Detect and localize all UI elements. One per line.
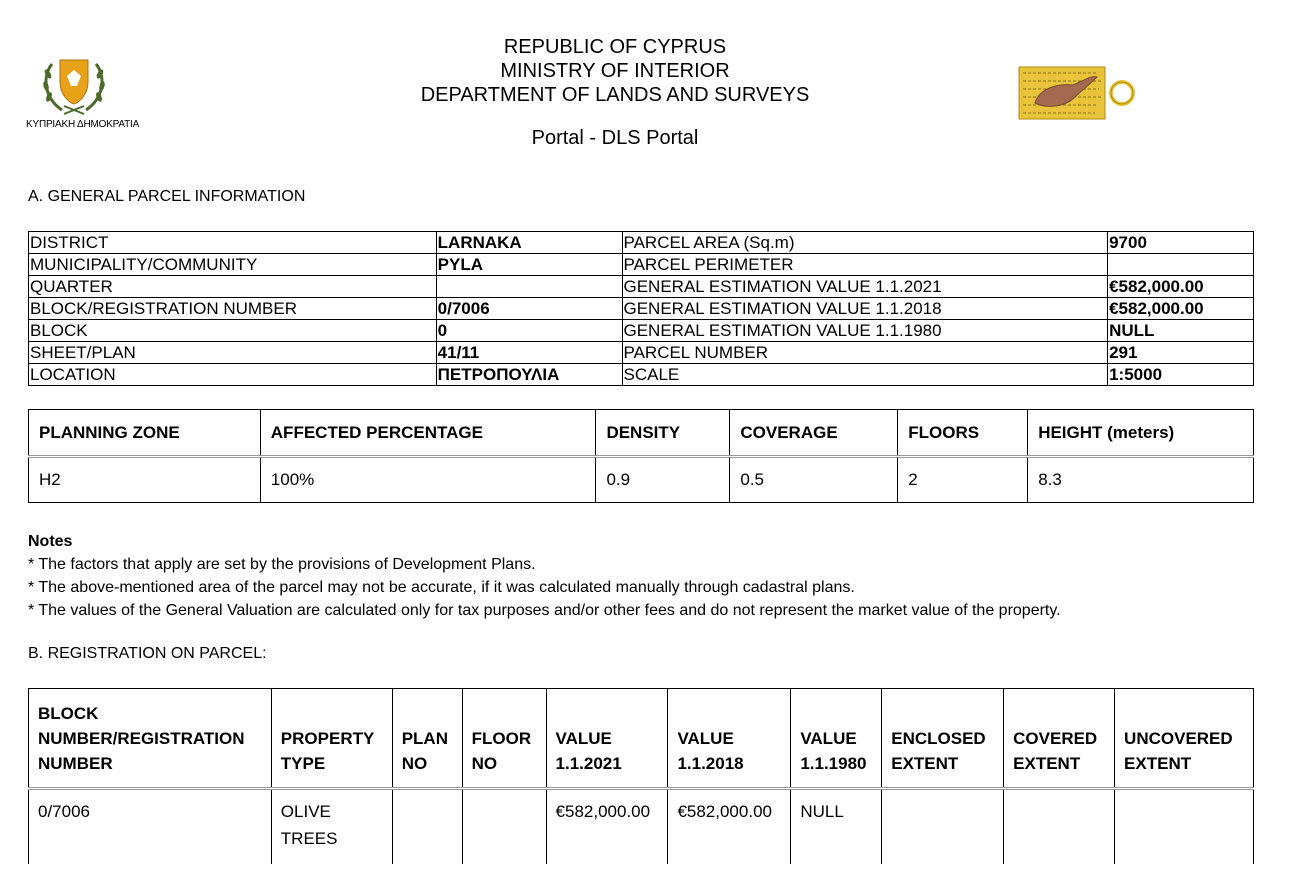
column-header [546, 689, 668, 789]
cell-line: OLIVE [280, 802, 331, 821]
header-line: UNCOVERED [1124, 729, 1233, 748]
header-line: NUMBER [38, 754, 113, 773]
header-line: EXTENT [1013, 754, 1081, 773]
table-row [29, 320, 1254, 342]
section-b-title: B. REGISTRATION ON PARCEL: [28, 645, 267, 662]
table-cell [1004, 789, 1115, 864]
header-line: TYPE [280, 754, 326, 773]
info-label: GENERAL ESTIMATION VALUE 1.1.2021 [622, 276, 1108, 298]
info-value: LARNAKA [436, 232, 622, 254]
header-line-department: DEPARTMENT OF LANDS AND SURVEYS [420, 84, 810, 106]
header-line: VALUE [800, 729, 857, 748]
table-cell [392, 789, 462, 864]
info-label: GENERAL ESTIMATION VALUE 1.1.1980 [622, 320, 1108, 342]
table-header-row [29, 410, 1254, 457]
info-value: ΠΕΤΡΟΠΟΥΛΙΑ [436, 364, 622, 386]
portal-title: Portal - DLS Portal [531, 127, 699, 149]
info-value [1108, 254, 1254, 276]
table-row [29, 254, 1254, 276]
header-line: VALUE [677, 729, 734, 748]
info-value: NULL [1108, 320, 1254, 342]
header-line: 1.1.2018 [677, 754, 744, 773]
coat-of-arms-label: ΚΥΠΡΙΑΚΗ ΔΗΜΟΚΡΑΤΙΑ [26, 119, 140, 130]
column-header [1115, 689, 1254, 789]
note-item: * The above-mentioned area of the parcel may not be accurate, if it was calculated manually through cadastral plans. [28, 579, 855, 596]
table-header-row [29, 689, 1254, 789]
info-value: 9700 [1108, 232, 1254, 254]
header-line: NO [471, 754, 498, 773]
table-cell: 100% [260, 457, 596, 503]
info-label: MUNICIPALITY/COMMUNITY [29, 254, 437, 276]
table-row [29, 232, 1254, 254]
table-cell: €582,000.00 [668, 789, 791, 864]
cell-line: TREES [280, 829, 338, 848]
header-line: VALUE [555, 729, 612, 748]
table-cell: 0.5 [730, 457, 898, 503]
info-label: QUARTER [29, 276, 437, 298]
header-line: BLOCK [38, 704, 99, 723]
note-item: * The values of the General Valuation are calculated only for tax purposes and/or other fees and do not represent the market value of the property. [28, 602, 1061, 619]
info-value: PYLA [436, 254, 622, 276]
table-row [29, 298, 1254, 320]
header-line: PROPERTY [280, 729, 375, 748]
info-value: 41/11 [436, 342, 622, 364]
notes-block [28, 530, 1061, 622]
info-label: DISTRICT [29, 232, 437, 254]
table-cell: 2 [898, 457, 1028, 503]
section-a-title: A. GENERAL PARCEL INFORMATION [28, 188, 306, 205]
header-line-republic: REPUBLIC OF CYPRUS [503, 36, 727, 58]
column-header: COVERAGE [730, 410, 898, 457]
column-header: AFFECTED PERCENTAGE [260, 410, 596, 457]
header-line: 1.1.1980 [800, 754, 867, 773]
general-parcel-info-table [28, 231, 1254, 386]
header-line: 1.1.2021 [555, 754, 622, 773]
info-label: BLOCK/REGISTRATION NUMBER [29, 298, 437, 320]
registration-table [28, 688, 1254, 864]
note-item: * The factors that apply are set by the provisions of Development Plans. [28, 556, 536, 573]
header-line: NUMBER/REGISTRATION [38, 729, 245, 748]
table-cell: 8.3 [1028, 457, 1254, 503]
column-header: HEIGHT (meters) [1028, 410, 1254, 457]
table-cell: 0/7006 [29, 789, 272, 864]
table-row [29, 789, 1254, 864]
info-value: €582,000.00 [1108, 298, 1254, 320]
header-line: PLAN [401, 729, 448, 748]
table-cell [462, 789, 546, 864]
column-header [668, 689, 791, 789]
column-header [1004, 689, 1115, 789]
column-header [271, 689, 392, 789]
info-value: 0/7006 [436, 298, 622, 320]
table-cell: 0.9 [596, 457, 730, 503]
header-line: FLOOR [471, 729, 532, 748]
table-row [29, 276, 1254, 298]
info-label: PARCEL AREA (Sq.m) [622, 232, 1108, 254]
info-value: 291 [1108, 342, 1254, 364]
notes-title: Notes [28, 533, 73, 550]
info-value [436, 276, 622, 298]
column-header: FLOORS [898, 410, 1028, 457]
dls-seal-logo-icon [1017, 63, 1139, 123]
info-label: PARCEL NUMBER [622, 342, 1108, 364]
table-cell [882, 789, 1004, 864]
table-row [29, 457, 1254, 503]
info-label: GENERAL ESTIMATION VALUE 1.1.2018 [622, 298, 1108, 320]
header-line: NO [401, 754, 428, 773]
info-label: BLOCK [29, 320, 437, 342]
column-header [29, 689, 272, 789]
column-header [791, 689, 882, 789]
column-header [392, 689, 462, 789]
table-cell: NULL [791, 789, 882, 864]
header-line-ministry: MINISTRY OF INTERIOR [500, 60, 730, 82]
info-value: 0 [436, 320, 622, 342]
header-line: EXTENT [891, 754, 959, 773]
header-line: EXTENT [1124, 754, 1192, 773]
info-value: 1:5000 [1108, 364, 1254, 386]
column-header [462, 689, 546, 789]
header-line: ENCLOSED [891, 729, 986, 748]
header-line: COVERED [1013, 729, 1098, 748]
info-label: PARCEL PERIMETER [622, 254, 1108, 276]
column-header: PLANNING ZONE [29, 410, 261, 457]
table-cell [271, 789, 392, 864]
info-label: LOCATION [29, 364, 437, 386]
table-cell: €582,000.00 [546, 789, 668, 864]
table-cell: H2 [29, 457, 261, 503]
info-label: SHEET/PLAN [29, 342, 437, 364]
info-value: €582,000.00 [1108, 276, 1254, 298]
table-row [29, 364, 1254, 386]
column-header: DENSITY [596, 410, 730, 457]
info-label: SCALE [622, 364, 1108, 386]
table-cell [1115, 789, 1254, 864]
column-header [882, 689, 1004, 789]
table-row [29, 342, 1254, 364]
planning-zone-table [28, 409, 1254, 503]
